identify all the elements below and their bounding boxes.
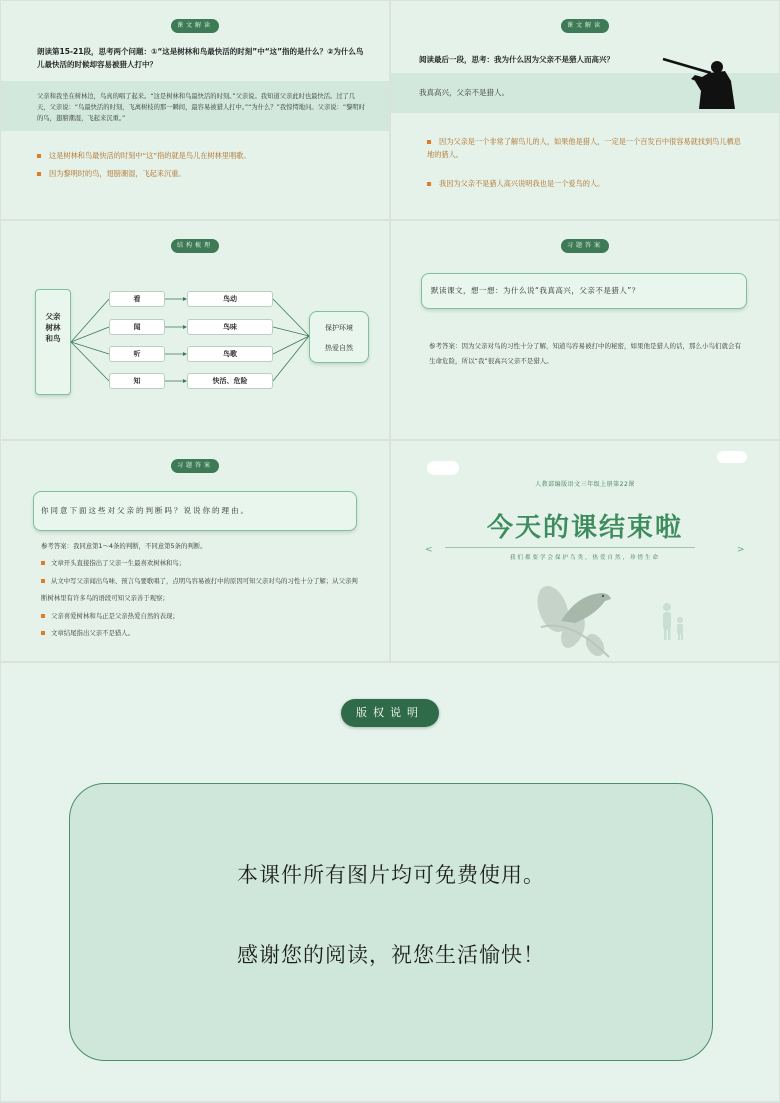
answer-bullet-1: 因为父亲是一个非常了解鸟儿的人，如果他是猎人，一定是一个百发百中很容易就找到鸟儿栖息地的猎人。 [427, 137, 741, 159]
answer-item-1: 文章开头直接指出了父亲一生最喜欢树林和鸟； [41, 556, 361, 571]
bullet-dot-icon [41, 579, 45, 583]
left-root-label: 父亲 树林和鸟 [45, 312, 61, 343]
slide-text-reading-1[interactable] [1, 1, 389, 219]
ending-title: 今天的课结束啦 [486, 513, 683, 543]
result-node-4: 快活、危险 [187, 373, 273, 389]
slide-structure-map[interactable] [1, 221, 389, 439]
cloud-icon [427, 461, 459, 475]
sense-node-know: 知 [109, 373, 165, 389]
bullet-dot-icon [41, 561, 45, 565]
ending-subtitle: 我们都要学会保护鸟类，热爱自然，珍惜生命 [509, 555, 660, 561]
slide-copyright[interactable] [1, 663, 779, 1101]
copyright-card [69, 783, 713, 1061]
question-text: 你同意下面这些对父亲的判断吗？说说你的理由。 [41, 506, 250, 515]
quote-text: 我真高兴，父亲不是猎人。 [419, 88, 509, 97]
question-text: 阅读最后一段，思考：我为什么因为父亲不是猎人而高兴？ [419, 55, 614, 64]
answer-intro: 参考答案：我同意第1～4条的判断，不同意第5条的判断。 [41, 542, 207, 550]
answer-item-2: 从文中写父亲闻出鸟味、预言鸟要歌唱了，点明鸟容易被打中的原因可知父亲对鸟的习性十分了解；从父亲判断树林里有许多鸟的语段可知父亲善于观察； [41, 577, 358, 602]
slide-ending[interactable] [391, 441, 779, 661]
bullet-dot-icon [427, 140, 431, 144]
sense-node-look: 看 [109, 291, 165, 307]
bullet-dot-icon [41, 631, 45, 635]
parent-child-silhouette-icon [659, 601, 689, 641]
copyright-pill: 版权说明 [341, 699, 439, 727]
passage-text: 父亲和我坐在树林边，鸟真的唱了起来。“这是树林和鸟最快活的时刻。”父亲说。我知道父亲此时也最快活。过了几天，父亲说：“鸟最快活的时刻，飞离树枝的那一瞬间，最容易被猎人打中。”“为什么？”我惊愕地问。父亲说：“黎明时的鸟，翅膀潮湿，飞起来沉重。” [37, 93, 366, 122]
right-arrow-icon: > [737, 545, 745, 555]
result-node-2: 鸟味 [187, 319, 273, 335]
bullet-dot-icon [37, 172, 41, 176]
question-text: 默读课文，想一想：为什么说“我真高兴，父亲不是猎人”？ [431, 286, 640, 295]
answer-item-4: 文章结尾指出父亲不是猎人。 [41, 626, 361, 641]
cloud-icon [717, 451, 747, 463]
question-text: 朗读第15-21段，思考两个问题：①“这是树林和鸟最快活的时刻”中“这”指的是什么？②为什么鸟儿最快活的时候却容易被猎人打中？ [37, 47, 364, 69]
slide-text-reading-2[interactable] [391, 1, 779, 219]
answer-bullet-2: 因为黎明时的鸟，翅膀潮湿，飞起来沉重。 [37, 167, 367, 180]
conclusion-box [309, 311, 369, 363]
bullet-dot-icon [37, 154, 41, 158]
section-pill: 结构梳理 [171, 239, 219, 253]
left-arrow-icon: < [425, 545, 433, 555]
answer-text: 参考答案：因为父亲对鸟的习性十分了解，知道鸟容易被打中的秘密，如果他是猎人的话，那么小鸟们就会有生命危险，所以“我”很高兴父亲不是猎人。 [429, 342, 741, 365]
hunter-silhouette-icon [659, 51, 739, 111]
bullet-dot-icon [41, 614, 45, 618]
sense-node-smell: 闻 [109, 319, 165, 335]
slide-exercise-answer-1[interactable] [391, 221, 779, 439]
slide-exercise-answer-2[interactable] [1, 441, 389, 661]
answer-item-3: 父亲喜爱树林和鸟正是父亲热爱自然的表现； [41, 609, 361, 624]
section-pill: 习题答案 [561, 239, 609, 253]
section-pill: 课文解读 [171, 19, 219, 33]
result-node-1: 鸟动 [187, 291, 273, 307]
section-pill: 习题答案 [171, 459, 219, 473]
result-node-3: 鸟歌 [187, 346, 273, 362]
answer-bullet-1: 这是树林和鸟最快活的时刻中“这”指的就是鸟儿在树林里唱歌。 [37, 149, 367, 162]
lesson-tag: 人教部编版语文三年级上册第22课 [535, 481, 635, 488]
bullet-dot-icon [427, 182, 431, 186]
title-divider [445, 547, 695, 548]
answer-bullet-2: 我因为父亲不是猎人高兴说明我也是一个爱鸟的人。 [427, 177, 747, 190]
section-pill: 课文解读 [561, 19, 609, 33]
copyright-line-1: 本课件所有图片均可免费使用。 [237, 863, 545, 887]
conclusion-line-2: 热爱自然 [325, 344, 353, 352]
conclusion-line-1: 保护环境 [325, 324, 353, 332]
sense-node-listen: 听 [109, 346, 165, 362]
copyright-line-2: 感谢您的阅读，祝您生活愉快！ [237, 943, 545, 967]
bird-on-branch-icon [531, 569, 631, 659]
